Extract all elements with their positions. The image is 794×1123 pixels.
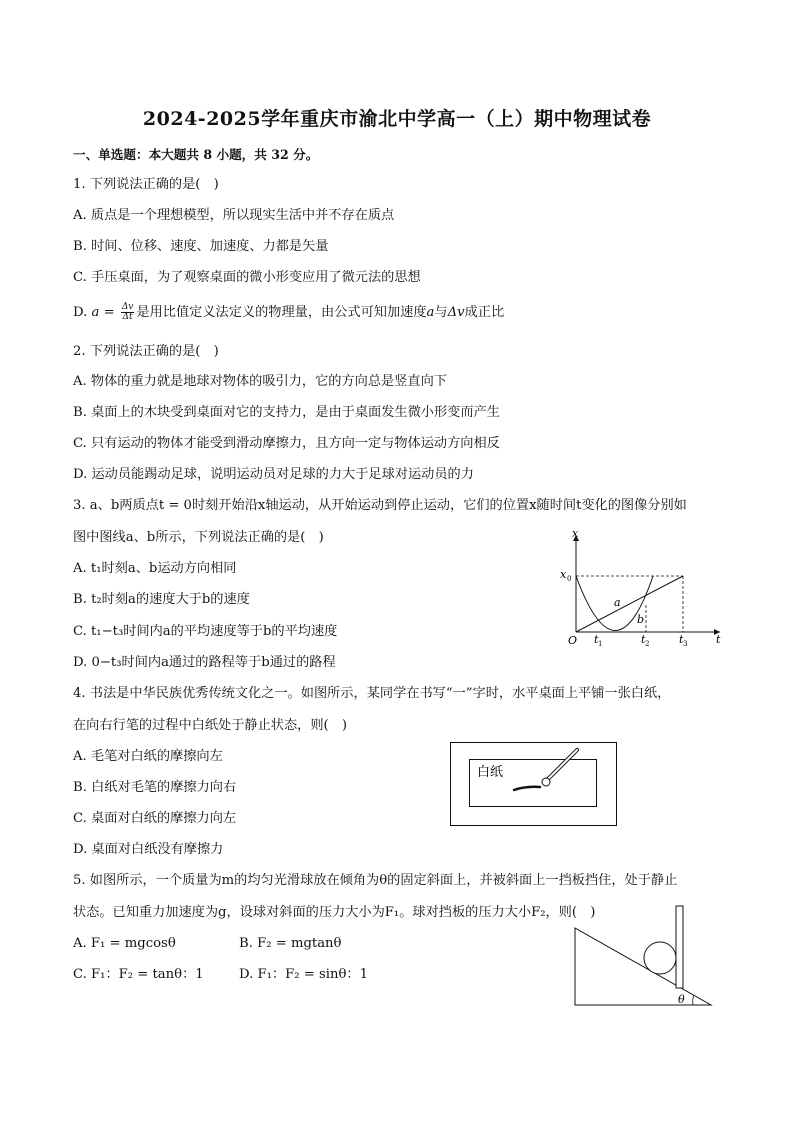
- q5-baffle: [676, 906, 683, 988]
- q1-d-text1: 是用比值定义法定义的物理量，由公式可知加速度: [136, 305, 427, 320]
- q3-label-x0-sub: 0: [567, 575, 572, 583]
- q5-angle-arc: [693, 995, 694, 1005]
- q1-d-numerator: Δv: [121, 302, 134, 312]
- q4-option-c: C. 桌面对白纸的摩擦力向左: [73, 811, 237, 826]
- q5-ball: [644, 942, 676, 974]
- q1-d-var-dv: Δv: [447, 305, 465, 320]
- q1-d-text2: 与: [434, 305, 448, 320]
- q4-option-d: D. 桌面对白纸没有摩擦力: [73, 842, 224, 857]
- q5-option-a: A. F₁ = mgcosθ: [73, 936, 176, 951]
- q3-label-t: t: [716, 633, 721, 646]
- q4-paper-label: 白纸: [477, 765, 504, 780]
- q1-option-c: C. 手压桌面，为了观察桌面的微小形变应用了微元法的思想: [73, 270, 421, 285]
- q3-label-a: a: [614, 596, 621, 609]
- q3-option-a: A. t₁时刻a、b运动方向相同: [73, 561, 237, 576]
- q1-option-d: [73, 303, 504, 322]
- q4-option-a: A. 毛笔对白纸的摩擦向左: [73, 749, 223, 764]
- q5-incline-figure: [572, 904, 714, 1008]
- q3-label-t3: t: [679, 633, 684, 646]
- q5-option-d: D. F₁：F₂ = sinθ：1: [239, 967, 368, 982]
- q5-incline: [575, 928, 711, 1005]
- q3-label-t1-sub: 1: [598, 640, 603, 648]
- q1-d-var-a: a: [91, 305, 100, 320]
- q3-label-x0: x: [560, 568, 567, 581]
- q1-d-prefix: D.: [73, 305, 92, 320]
- q2-option-b: B. 桌面上的木块受到桌面对它的支持力，是由于桌面发生微小形变而产生: [73, 405, 500, 420]
- q3-label-t3-sub: 3: [683, 640, 688, 648]
- q4-stem-line1: 4. 书法是中华民族优秀传统文化之一。如图所示，某同学在书写“一”字时，水平桌面上平铺一张白纸，: [73, 686, 671, 701]
- q1-option-a: A. 质点是一个理想模型，所以现实生活中并不存在质点: [73, 208, 395, 223]
- q1-d-var-a2: a: [426, 305, 435, 320]
- q3-option-b: B. t₂时刻a的速度大于b的速度: [73, 592, 250, 607]
- q3-label-x: x: [572, 527, 579, 540]
- q3-option-d: D. 0−t₃时间内a通过的路程等于b通过的路程: [73, 655, 336, 670]
- q5-option-c: C. F₁：F₂ = tanθ：1: [73, 967, 204, 982]
- q1-stem: 1. 下列说法正确的是( ): [73, 177, 219, 192]
- q5-stem-line2: 状态。已知重力加速度为g，设球对斜面的压力大小为F₁。球对挡板的压力大小F₂，则( ): [73, 905, 596, 920]
- q3-label-t2-sub: 2: [645, 640, 650, 648]
- q3-xt-graph: [552, 525, 727, 653]
- q3-option-c: C. t₁−t₃时间内a的平均速度等于b的平均速度: [73, 624, 338, 639]
- q4-desk-outline: [451, 743, 617, 826]
- q4-ink-stroke: [514, 787, 540, 790]
- q2-option-c: C. 只有运动的物体才能受到滑动摩擦力，且方向一定与物体运动方向相反: [73, 436, 500, 451]
- q1-option-b: B. 时间、位移、速度、加速度、力都是矢量: [73, 239, 329, 254]
- q2-option-d: D. 运动员能踢动足球，说明运动员对足球的力大于足球对运动员的力: [73, 467, 474, 482]
- q5-theta-label: θ: [678, 993, 685, 1006]
- q3-label-b: b: [637, 613, 645, 626]
- q3-label-t2: t: [641, 633, 646, 646]
- q3-label-origin: O: [568, 634, 578, 647]
- page-title: 2024-2025学年重庆市渝北中学高一（上）期中物理试卷: [142, 108, 652, 130]
- q5-stem-line1: 5. 如图所示，一个质量为m的均匀光滑球放在倾角为θ的固定斜面上，并被斜面上一挡板挡住，处于静止: [73, 873, 678, 888]
- q4-desk-figure: [450, 742, 618, 827]
- q1-d-denominator: Δt: [122, 312, 133, 322]
- q2-option-a: A. 物体的重力就是地球对物体的吸引力，它的方向总是竖直向下: [73, 374, 447, 389]
- q4-stem-line2: 在向右行笔的过程中白纸处于静止状态，则( ): [73, 718, 348, 733]
- q4-option-b: B. 白纸对毛笔的摩擦力向右: [73, 780, 237, 795]
- q3-stem-line2: 图中图线a、b所示，下列说法正确的是( ): [73, 530, 324, 545]
- q4-brush-head: [542, 778, 550, 786]
- q3-label-t1: t: [594, 633, 599, 646]
- section-heading: 一、单选题：本大题共 8 小题，共 32 分。: [73, 147, 319, 162]
- q1-d-fraction: [121, 303, 135, 322]
- q2-stem: 2. 下列说法正确的是( ): [73, 344, 219, 359]
- q1-d-text3: 成正比: [464, 305, 505, 320]
- q3-stem-line1: 3. a、b两质点t = 0时刻开始沿x轴运动，从开始运动到停止运动，它们的位置x随时间t变化的图像分别如: [73, 498, 687, 513]
- q5-option-b: B. F₂ = mgtanθ: [239, 936, 342, 951]
- q1-d-eq: =: [99, 305, 119, 320]
